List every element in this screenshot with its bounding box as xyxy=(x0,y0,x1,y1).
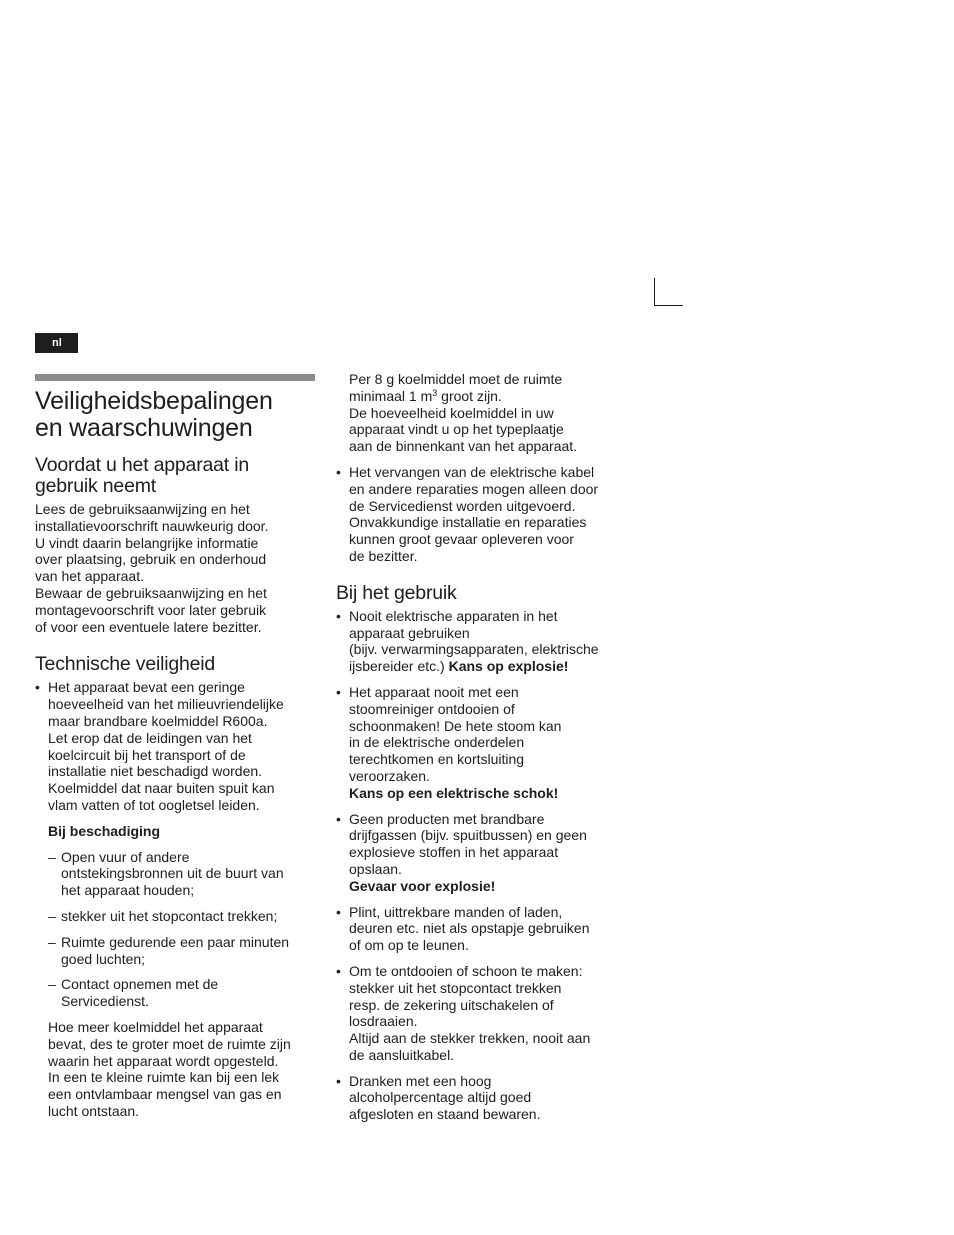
bullet-marker: • xyxy=(336,1072,341,1089)
bullet-marker: • xyxy=(35,679,40,696)
heading-during-use: Bij het gebruik xyxy=(336,581,457,604)
warning-text: Kans op een elektrische schok! xyxy=(349,784,559,801)
bullet-marker: • xyxy=(336,903,341,920)
damage-label: Bij beschadiging xyxy=(48,822,161,839)
dash-marker: – xyxy=(48,848,56,865)
list-item: – Open vuur of andere ontstekingsbronnen uit de buurt van het apparaat houden; xyxy=(48,848,284,899)
list-item: • Het apparaat bevat een geringe hoeveelheid van het milieuvriendelijke maar brandbare koelmiddel R600a. Let erop dat de leidingen van het koelcircuit bij het transport of de installatie niet beschadigd worden. Koelmiddel dat naar buiten spuit kan vlam vatten of tot oogletsel leiden. xyxy=(35,679,284,813)
list-item: – Ruimte gedurende een paar minuten goed luchten; xyxy=(48,933,290,967)
page-title: Veiligheidsbepalingen en waarschuwingen xyxy=(35,387,273,442)
heading-technical-safety: Technische veiligheid xyxy=(35,653,216,676)
right-column xyxy=(336,371,626,1132)
intro-paragraph: Lees de gebruiksaanwijzing en het installatievoorschrift nauwkeurig door. U vindt daarin belangrijke informatie over plaatsing, gebruik en onderhoud van het apparaat. Bewaar de gebruiksaanwijzing en het montagevoorschrift voor later gebruik of voor een eventuele latere bezitter. xyxy=(35,501,269,635)
refrigerant-volume-paragraph: Per 8 g koelmiddel moet de ruimte minimaal 1 $m^3$ groot zijn. De hoeveelheid koelmiddel in uw apparaat vindt u op het typeplaatje aan de binnenkant van het apparaat. xyxy=(349,371,578,455)
bullet-marker: • xyxy=(336,463,341,480)
section-rule xyxy=(35,374,315,381)
dash-marker: – xyxy=(48,933,56,950)
list-item: • Dranken met een hoog alcoholpercentage altijd goed afgesloten en staand bewaren. xyxy=(336,1072,541,1123)
bullet-marker: • xyxy=(336,607,341,624)
dash-marker: – xyxy=(48,907,56,924)
left-column xyxy=(35,388,320,1120)
dash-marker: – xyxy=(48,976,56,993)
bullet-marker: • xyxy=(336,810,341,827)
closing-paragraph: Hoe meer koelmiddel het apparaat bevat, des te groter moet de ruimte zijn waarin het apparaat wordt opgesteld. In een te kleine ruimte kan bij een lek een ontvlambaar mengsel van gas en lucht ontstaan. xyxy=(48,1018,291,1119)
list-item: • Het vervangen van de elektrische kabel en andere reparaties mogen alleen door de Servicedienst worden uitgevoerd. Onvakkundige installatie en reparaties kunnen groot gevaar opleveren voor de bezitter. xyxy=(336,463,599,564)
list-item: – Contact opnemen met de Servicedienst. xyxy=(48,976,219,1010)
list-item: – stekker uit het stopcontact trekken; xyxy=(48,907,278,924)
bullet-marker: • xyxy=(336,683,341,700)
warning-text: Gevaar voor explosie! xyxy=(349,877,496,894)
bullet-marker: • xyxy=(336,962,341,979)
list-item: • Om te ontdooien of schoon te maken: stekker uit het stopcontact trekken resp. de zekering uitschakelen of losdraaien. Altijd aan de stekker trekken, nooit aan de aansluitkabel. xyxy=(336,962,591,1063)
list-item: • Geen producten met brandbare drijfgassen (bijv. spuitbussen) en geen explosieve stoffen in het apparaat opslaan. Gevaar voor explosie! xyxy=(336,810,587,894)
language-tab: nl xyxy=(35,333,78,353)
heading-before-use: Voordat u het apparaat in gebruik neemt xyxy=(35,454,250,497)
list-item: • Plint, uittrekbare manden of laden, deuren etc. niet als opstapje gebruiken of om op te leunen. xyxy=(336,903,590,954)
list-item: • Nooit elektrische apparaten in het apparaat gebruiken (bijv. verwarmingsapparaten, elektrische ijsbereider etc.) Kans op explosie! xyxy=(336,607,599,675)
list-item: • Het apparaat nooit met een stoomreiniger ontdooien of schoonmaken! De hete stoom kan in de elektrische onderdelen terechtkomen en kortsluiting veroorzaken. Kans op een elektrische schok! xyxy=(336,683,562,801)
crop-mark xyxy=(654,278,683,306)
